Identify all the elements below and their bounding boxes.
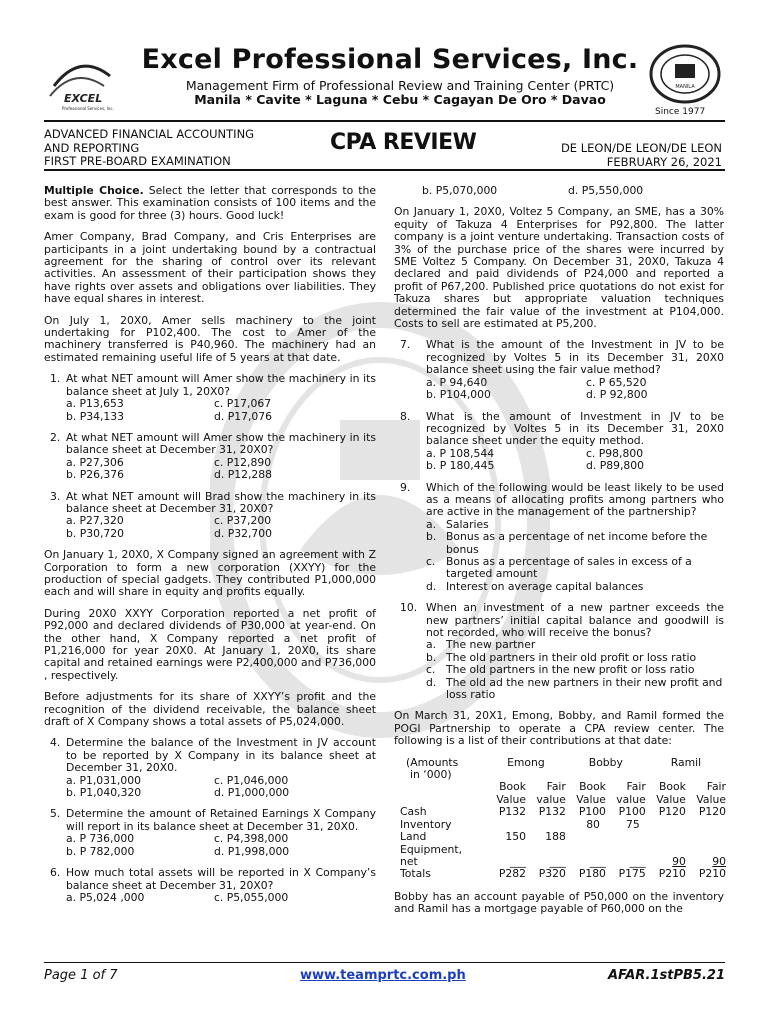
column-header: Value xyxy=(656,792,686,806)
choice-letter: a. xyxy=(426,517,437,531)
choice-b[interactable] xyxy=(426,531,724,556)
choice-a[interactable] xyxy=(426,639,724,651)
choice-text: The new partner xyxy=(446,638,536,652)
choice-b[interactable]: b. P26,376 xyxy=(66,468,125,482)
choice-a[interactable]: a. P1,031,000 xyxy=(66,773,141,787)
question-number: 1. xyxy=(50,372,61,386)
choice-letter: b. xyxy=(426,650,437,664)
problem-paragraph: During 20X0 XXYY Corporation reported a net profit of P92,000 and declared dividends of P30,000 at year-end. On the other hand, X Company reported a net profit of P1,216,000 for year 20X0. At January 1, 20X0, its share capital and retained earnings were P2,400,000 and P736,000 , respectively. xyxy=(44,606,376,682)
svg-text:EXCEL: EXCEL xyxy=(64,92,103,105)
page-title: CPA REVIEW xyxy=(330,130,477,155)
exam-date: FEBRUARY 26, 2021 xyxy=(606,154,722,169)
problem-paragraph: On July 1, 20X0, Amer sells machinery to the joint undertaking for P102,400. The cost to Amer of the machinery transferred is P40,960. The machinery had an estimated remaining useful life of 5 years at that date. xyxy=(44,313,376,364)
subject-block xyxy=(44,128,254,169)
table-cell: P320 xyxy=(538,867,566,881)
instructions xyxy=(44,185,376,222)
choice-text: Interest on average capital balances xyxy=(446,579,644,593)
question-number: 7. xyxy=(400,338,411,352)
author-date-block xyxy=(480,142,722,169)
question-number: 6. xyxy=(50,866,61,880)
subject-line: ADVANCED FINANCIAL ACCOUNTING xyxy=(44,127,255,141)
question-text: What is the amount of Investment in JV to be recognized by Voltes 5 in its December 31, 20X0 balance sheet under the equity method. xyxy=(426,409,724,448)
question-2 xyxy=(44,432,376,482)
question-text: When an investment of a new partner exceeds the new partners’ initial capital balance and goodwill is not recorded, who will receive the bonus? xyxy=(426,601,724,639)
choice-list xyxy=(426,639,724,701)
subject-line: FIRST PRE-BOARD EXAMINATION xyxy=(44,154,231,168)
question-6-continued xyxy=(422,185,724,197)
choice-text: The old partners in the new profit or loss ratio xyxy=(446,663,695,677)
choice-c[interactable]: c. P 65,520 xyxy=(586,375,647,389)
question-10 xyxy=(394,602,724,701)
question-text: At what NET amount will Amer show the machinery in its balance sheet at December 31, 20X0? xyxy=(66,430,376,457)
column-header: Fair xyxy=(546,780,566,794)
choice-d[interactable]: d. P17,076 xyxy=(214,409,273,423)
problem-paragraph: On March 31, 20X1, Emong, Bobby, and Ramil formed the POGI Partnership to operate a CPA review center. The following is a list of their contributions at that date: xyxy=(394,709,724,748)
table-row xyxy=(394,831,726,843)
choice-letter: d. xyxy=(426,675,437,689)
problem-paragraph: Before adjustments for its share of XXYY’s profit and the recognition of the dividend receivable, the balance sheet draft of X Company shows a total assets of P5,024,000. xyxy=(44,690,376,729)
question-number: 10. xyxy=(400,601,418,615)
choice-d[interactable]: d. P12,288 xyxy=(214,468,273,482)
column-header: Book xyxy=(658,780,686,794)
choice-a[interactable]: a. P 736,000 xyxy=(66,832,135,846)
choice-c[interactable] xyxy=(426,556,724,581)
instructions-heading: Multiple Choice. xyxy=(44,184,144,197)
choice-a[interactable]: a. P5,024 ,000 xyxy=(66,890,145,904)
exam-code: AFAR.1stPB5.21 xyxy=(607,968,725,983)
question-text: At what NET amount will Amer show the machinery in its balance sheet at July 1, 20X0? xyxy=(66,372,376,398)
table-cell: 80 xyxy=(586,817,600,831)
table-cell: P120 xyxy=(658,805,686,819)
question-number: 4. xyxy=(50,736,61,750)
choice-c[interactable]: c. P4,398,000 xyxy=(214,832,289,846)
website-link[interactable]: www.teamprtc.com.ph xyxy=(300,968,466,983)
choice-letter: c. xyxy=(426,663,436,677)
choice-c[interactable]: c. P98,800 xyxy=(586,446,644,460)
table-cell: ___ xyxy=(549,854,566,868)
choice-c[interactable]: c. P37,200 xyxy=(214,514,272,528)
choice-c[interactable]: c. P1,046,000 xyxy=(214,773,289,787)
choice-a[interactable]: a. P27,320 xyxy=(66,514,124,528)
footer-rule xyxy=(44,962,725,963)
company-name: Excel Professional Services, Inc. xyxy=(141,44,639,75)
table-cell: P282 xyxy=(498,867,527,881)
partner-header: Emong xyxy=(507,755,545,769)
table-cell xyxy=(686,819,726,831)
question-number: 5. xyxy=(50,807,61,821)
choice-a[interactable]: a. P 108,544 xyxy=(426,446,495,460)
right-column xyxy=(394,185,724,925)
choice-d[interactable]: d. P 92,800 xyxy=(586,388,648,402)
company-tagline: Management Firm of Professional Review and Training Center (PRTC) xyxy=(185,78,615,93)
table-cell: 150 xyxy=(505,830,527,844)
question-9 xyxy=(394,482,724,594)
table-cell: P210 xyxy=(698,867,726,881)
question-text: Determine the balance of the Investment in JV account to be reported by X Company in its balance sheet at December 31, 20X0. xyxy=(66,736,376,775)
table-cell: ___ xyxy=(589,854,606,868)
question-1 xyxy=(44,373,376,423)
choice-list xyxy=(426,519,724,593)
table-cell: 75 xyxy=(626,817,640,831)
since-label: Since 1977 xyxy=(655,107,706,117)
question-text: Determine the amount of Retained Earnings X Company will report in its balance sheet at December 31, 20X0. xyxy=(66,807,376,833)
question-4 xyxy=(44,737,376,799)
row-label: Totals xyxy=(400,867,431,881)
table-cell: P132 xyxy=(538,805,566,819)
choice-text: Bonus as a percentage of sales in excess of a targeted amount xyxy=(446,554,692,581)
choice-letter: b. xyxy=(426,530,437,544)
table-cell: ___ xyxy=(509,854,527,868)
table-cell xyxy=(566,831,606,843)
column-header: Fair xyxy=(706,780,726,794)
table-cell: P132 xyxy=(498,805,527,819)
row-label: net xyxy=(400,854,418,868)
choice-a[interactable]: a. P13,653 xyxy=(66,397,124,411)
header-rule xyxy=(44,120,725,122)
table-cell: 188 xyxy=(545,830,566,844)
choice-c[interactable]: c. P17,067 xyxy=(214,397,272,411)
choice-text: Bonus as a percentage of net income before the bonus xyxy=(446,530,708,556)
column-header: Value xyxy=(496,792,527,806)
partner-header: Bobby xyxy=(588,755,623,769)
table-cell: P180 xyxy=(578,867,606,881)
table-cell xyxy=(646,819,686,831)
left-column xyxy=(44,185,376,913)
svg-text:Professional Services, Inc.: Professional Services, Inc. xyxy=(62,106,114,111)
question-7 xyxy=(394,339,724,401)
table-cell: P120 xyxy=(698,805,726,819)
partner-header: Ramil xyxy=(670,755,702,769)
problem-paragraph: On January 1, 20X0, X Company signed an agreement with Z Corporation to form a new corporation (XXYY) for the production of special gadgets. They contributed P1,000,000 each and will share in equity and profits equally. xyxy=(44,548,376,599)
choice-b[interactable]: b. P1,040,320 xyxy=(66,786,142,800)
table-row xyxy=(394,868,726,880)
column-header: Fair xyxy=(626,780,646,794)
branch-cities: Manila * Cavite * Laguna * Cebu * Cagayan De Oro * Davao xyxy=(194,92,606,107)
table-subheader-row xyxy=(394,781,726,793)
question-5 xyxy=(44,808,376,858)
table-row xyxy=(394,806,726,818)
choice-letter: a. xyxy=(426,638,437,652)
row-label: Inventory xyxy=(400,817,452,831)
question-6 xyxy=(44,867,376,904)
excel-logo xyxy=(44,56,116,112)
question-text: How much total assets will be reported in X Company’s balance sheet at December 31, 20X0? xyxy=(66,866,376,892)
question-3 xyxy=(44,491,376,541)
choice-text: The old partners in their old profit or loss ratio xyxy=(446,650,697,664)
instructions-text: Select the letter that corresponds to the best answer. This examination consists of 100 items and the exam is good for three (3) hours. Good luck! xyxy=(44,184,376,222)
row-label: Cash xyxy=(400,805,427,819)
choice-text: Salaries xyxy=(446,517,489,531)
choice-b[interactable]: b. P34,133 xyxy=(66,409,125,423)
table-cell: 90 xyxy=(672,854,686,868)
choice-d[interactable]: d. P32,700 xyxy=(214,526,273,540)
question-number: 3. xyxy=(50,489,61,503)
choice-c[interactable] xyxy=(426,664,724,676)
column-header: value xyxy=(536,792,566,806)
choice-d[interactable] xyxy=(426,677,724,702)
svg-text:MANILA: MANILA xyxy=(675,84,695,90)
question-text: What is the amount of the Investment in JV to be recognized by Voltes 5 in its December 31, 20X0 balance sheet using the fair value method? xyxy=(426,338,724,377)
table-cell: P100 xyxy=(618,805,646,819)
amounts-label: (Amounts xyxy=(406,755,459,769)
choice-b[interactable]: b. P 782,000 xyxy=(66,844,135,858)
row-label: Land xyxy=(400,830,427,844)
choice-a[interactable]: a. P 94,640 xyxy=(426,375,488,389)
row-label: Equipment, xyxy=(400,842,463,856)
table-cell xyxy=(686,831,726,843)
choice-d[interactable] xyxy=(426,581,724,593)
table-cell: P100 xyxy=(578,805,606,819)
column-header: Value xyxy=(576,792,606,806)
column-header: Book xyxy=(499,780,527,794)
column-header: Value xyxy=(696,792,726,806)
choice-b[interactable]: b. P5,070,000 xyxy=(422,184,498,197)
choice-letter: d. xyxy=(426,579,437,593)
subject-line: AND REPORTING xyxy=(44,140,140,155)
problem-paragraph: Bobby has an account payable of P50,000 on the inventory and Ramil has a mortgage payable of P60,000 on the xyxy=(394,889,724,916)
choice-b[interactable]: b. P104,000 xyxy=(426,388,491,402)
question-8 xyxy=(394,411,724,473)
prtc-seal-logo xyxy=(648,44,722,104)
choice-d[interactable]: d. P89,800 xyxy=(586,459,645,473)
choice-c[interactable]: c. P5,055,000 xyxy=(214,890,289,904)
problem-paragraph: On January 1, 20X0, Voltez 5 Company, an SME, has a 30% equity of Takuza 4 Enterprises for P92,800. The latter company is a joint venture undertaking. Transaction costs of 3% of the purchase price of the shares were incurred by SME Voltez 5 Company. On December 31, 20X0, Takuza 4 declared and paid dividends of P24,000 and reported a profit of P67,200. Published price quotations do not exist for Takuza shares but appropriate valuation techniques determined the fair value of the investment at P104,000. Costs to sell are estimated at P5,200. xyxy=(394,205,724,331)
choice-b[interactable]: b. P 180,445 xyxy=(426,459,495,473)
choice-letter: c. xyxy=(426,554,436,568)
choice-d[interactable]: d. P1,000,000 xyxy=(214,786,290,800)
question-number: 2. xyxy=(50,430,61,444)
question-text: Which of the following would be least likely to be used as a means of allocating profits among partners who are active in the management of the partnership? xyxy=(426,480,724,519)
question-number: 8. xyxy=(400,409,411,423)
page-number: Page 1 of 7 xyxy=(44,968,118,983)
table-cell xyxy=(606,831,646,843)
choice-d[interactable]: d. P1,998,000 xyxy=(214,844,290,858)
table-cell: 90 xyxy=(712,854,726,868)
table-cell: ___ xyxy=(629,854,646,868)
problem-paragraph: Amer Company, Brad Company, and Cris Enterprises are participants in a joint undertaking bound by a contractual agreement for the sharing of control over its relevant activities. An assessment of their participation shows they have rights over assets and obligations over liabilities. They have equal shares in interest. xyxy=(44,230,376,306)
amounts-label: in ‘000) xyxy=(410,768,452,782)
authors: DE LEON/DE LEON/DE LEON xyxy=(560,141,722,155)
choice-a[interactable]: a. P27,306 xyxy=(66,455,124,469)
table-cell xyxy=(646,831,686,843)
table-cell: P175 xyxy=(618,867,646,881)
column-header: Book xyxy=(579,780,606,794)
choice-text: The old ad the new partners in their new profit and loss ratio xyxy=(446,675,723,702)
question-text: At what NET amount will Brad show the machinery in its balance sheet at December 31, 20X0? xyxy=(66,489,376,515)
title-rule xyxy=(44,169,725,171)
table-cell: P210 xyxy=(658,867,686,881)
choice-b[interactable]: b. P30,720 xyxy=(66,526,125,540)
choice-d[interactable]: d. P5,550,000 xyxy=(568,184,644,197)
choice-c[interactable]: c. P12,890 xyxy=(214,455,272,469)
question-number: 9. xyxy=(400,480,411,494)
column-header: value xyxy=(616,792,646,806)
partner-contributions-table xyxy=(394,757,726,881)
